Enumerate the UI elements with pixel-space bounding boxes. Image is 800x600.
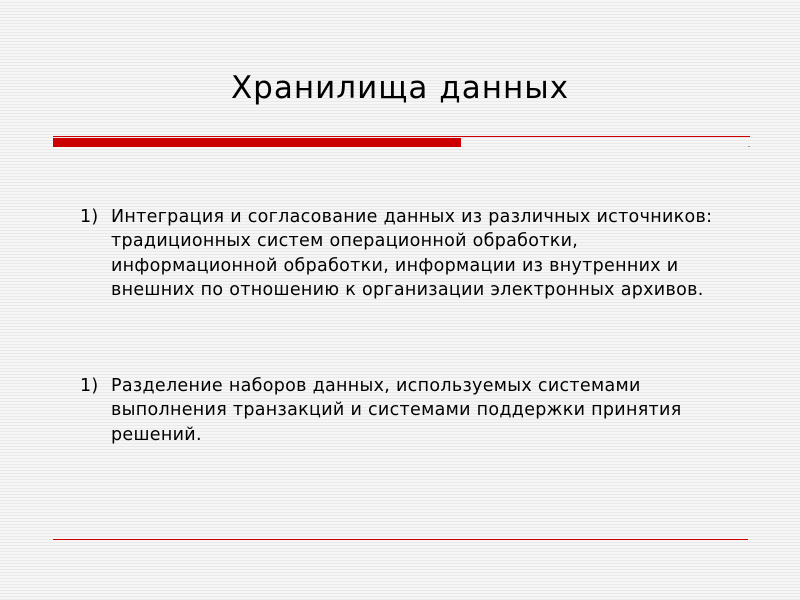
title-divider-thick: [53, 138, 461, 147]
list-item: [80, 205, 730, 302]
list-item-number: 1): [80, 207, 99, 227]
list-item-text: Интеграция и согласование данных из различных источников: традиционных систем операционной обработки, информационной обработки, информации из внутренних и внешних по отношению к организации электронных архивов.: [111, 207, 713, 300]
content-list-first: [80, 205, 730, 302]
title-divider-mark: [748, 146, 750, 147]
footer-divider: [53, 539, 748, 540]
title-divider-thin: [53, 136, 750, 137]
list-item: [80, 374, 730, 447]
list-item-text: Разделение наборов данных, используемых системами выполнения транзакций и системами поддержки принятия решений.: [111, 376, 682, 445]
content-list-second: [80, 374, 730, 447]
slide-title: Хранилища данных: [230, 70, 570, 106]
list-item-number: 1): [80, 376, 99, 396]
